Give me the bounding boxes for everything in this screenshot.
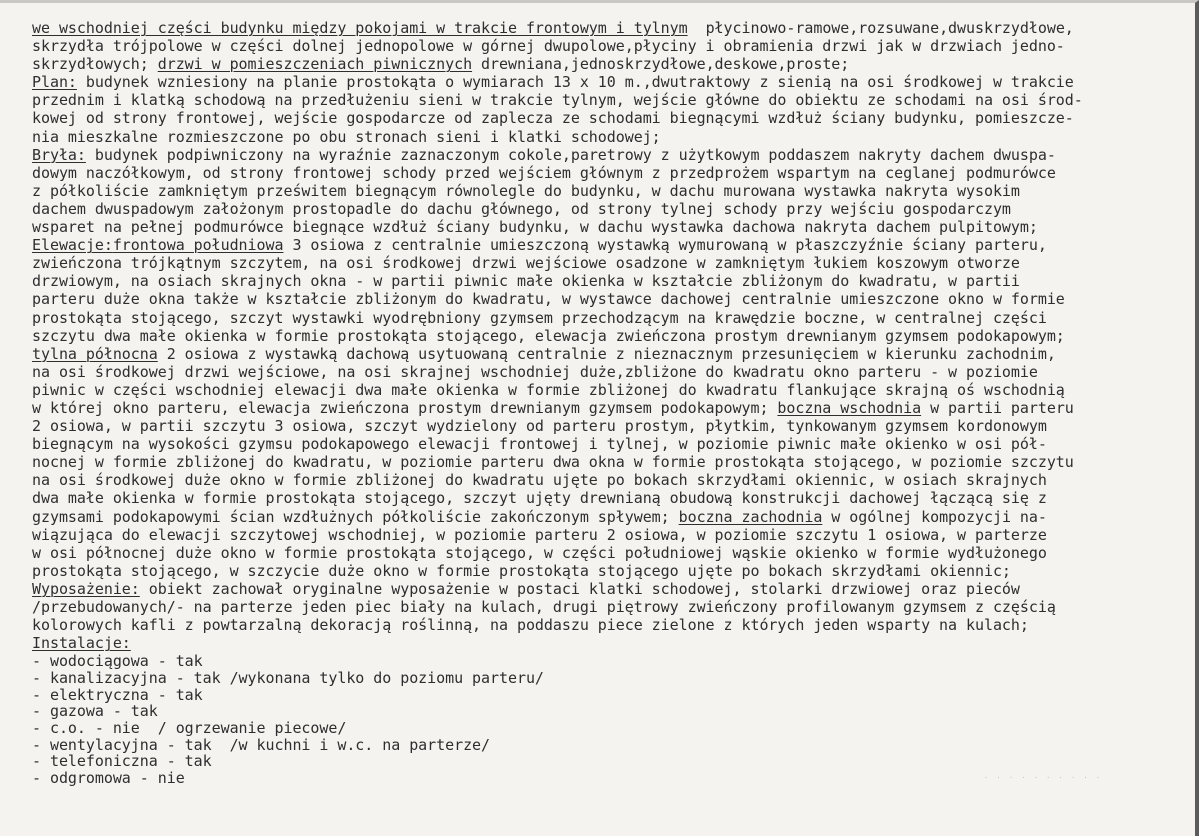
underlined-heading: drzwi w pomieszczeniach piwnicznych bbox=[157, 55, 473, 74]
text-line: kolorowych kafli z powtarzalną dekoracją roślinną, na poddaszu piece zielone z których jeden wsparty na kulach; bbox=[32, 616, 1029, 635]
underlined-heading: boczna zachodnia bbox=[678, 507, 823, 526]
text-line: zwieńczona trójkątnym szczytem, na osi środkowej drzwi wejściowe osadzone w zamkniętym łukiem koszowym otworze bbox=[32, 254, 1020, 273]
list-item: - elektryczna - tak bbox=[32, 685, 203, 704]
list-item: - kanalizacyjna - tak /wykonana tylko do poziomu parteru/ bbox=[32, 668, 544, 687]
list-item: - wodociągowa - tak bbox=[32, 652, 203, 671]
text-line: na osi środkowej duże okno w formie zbliżonej do kwadratu ujęte po bokach skrzydłami okiennic, w osiach skrajnych bbox=[32, 471, 1047, 490]
text-line: prostokąta stojącego, w szczycie duże okno w formie prostokąta stojącego ujęte po bokach skrzydłami okiennic; bbox=[32, 561, 1011, 580]
typescript-body bbox=[32, 19, 1192, 786]
text-line: nia mieszkalne rozmieszczone po obu stronach sieni i klatki schodowej; bbox=[32, 127, 661, 146]
text-line: Plan: budynek wzniesiony na planie prostokąta o wymiarach 13 x 10 m.,dwutraktowy z sienią na osi środkowej w trakcie bbox=[32, 73, 1074, 92]
text-line bbox=[32, 634, 1192, 652]
text-line: Bryła: budynek podpiwniczony na wyraźnie zaznaczonym cokole,paretrowy z użytkowym poddaszem nakryty dachem dwuspa- bbox=[32, 145, 1056, 164]
text-line: w której okno parteru, elewacja zwieńczona prostym drewnianym gzymsem podokapowym; boczna wschodnia w partii parteru bbox=[32, 398, 1074, 417]
text-line: dowym naczółkowym, od strony frontowej schody przed wejściem głównym z przedprożem wspartym na ceglanej podmurówce bbox=[32, 163, 1056, 182]
text-line: gzymsami podokapowymi ścian wzdłużnych półkoliście zakończonym spływem; boczna zachodnia w ogólnej kompozycji na- bbox=[32, 507, 1047, 526]
text-line: parteru duże okna także w kształcie zbliżonym do kwadratu, w wystawce dachowej centralnie umieszczone okno w formie bbox=[32, 290, 1065, 309]
text-line: dwa małe okienka w formie prostokąta stojącego, szczyt ujęty drewnianą obudową konstrukcji dachowej łączącą się z bbox=[32, 489, 1047, 508]
text-line: prostokąta stojącego, szczyt wystawki wyodrębniony gzymsem przechodzącym na krawędzie boczne, w centralnej części bbox=[32, 308, 1047, 327]
list-item: - gazowa - tak bbox=[32, 702, 158, 721]
text-line: wiązująca do elewacji szczytowej wschodniej, w poziomie parteru 2 osiowa, w poziomie szczytu 1 osiowa, w parterze bbox=[32, 525, 1047, 544]
text-line: na osi środkowej drzwi wejściowe, na osi skrajnej wschodniej duże,zbliżone do kwadratu okno parteru - w poziomie bbox=[32, 362, 1038, 381]
text-line: Elewacje:frontowa południowa 3 osiowa z centralnie umieszczoną wystawką wymurowaną w płaszczyźnie ściany parteru, bbox=[32, 236, 1047, 255]
text-line: piwnic w części wschodniej elewacji dwa małe okienka w formie zbliżonej do kwadratu flankujące skrajną oś wschodnią bbox=[32, 380, 1065, 399]
text-line: 2 osiowa, w partii szczytu 3 osiowa, szczyt wydzielony od parteru prostym, płytkim, tynkowanym gzymsem kordonowym bbox=[32, 417, 1047, 436]
list-item: - odgromowa - nie bbox=[32, 769, 185, 788]
underlined-heading: we wschodniej części budynku między pokojami w trakcie frontowym i tylnym bbox=[32, 19, 688, 37]
text-line: nocnej w formie zbliżonej do kwadratu, w poziomie parteru dwa okna w formie prostokąta stojącego, w poziomie szczytu bbox=[32, 453, 1074, 472]
text-line: w osi północnej duże okno w formie prostokąta stojącego, w części południowej wąskie okienko w formie wydłużonego bbox=[32, 543, 1047, 562]
text-line: biegnącym na wysokości gzymsu podokapowego elewacji frontowej i tylnej, w poziomie piwnic małe okienko w osi pół- bbox=[32, 435, 1047, 454]
underlined-heading: boczna wschodnia bbox=[777, 398, 922, 417]
underlined-heading: tylna północna bbox=[32, 344, 158, 363]
section-label-instalacje: Instalacje: bbox=[32, 634, 131, 653]
text-line: dachem dwuspadowym założonym prostopadle do dachu głównego, od strony tylnej schody przy wejściu gospodarczym bbox=[32, 199, 1011, 218]
text-line: przednim i klatką schodową na przedłużeniu sieni w trakcie tylnym, wejście główne do obiektu ze schodami na osi środ- bbox=[32, 91, 1083, 110]
list-item: - telefoniczna - tak bbox=[32, 752, 212, 771]
text-line: szczytu dwa małe okienka w formie prostokąta stojącego, elewacja zwieńczona prostym drewnianym gzymsem podokapowym; bbox=[32, 326, 1065, 345]
underlined-heading: frontowa południowa bbox=[112, 236, 284, 255]
section-label-plan: Plan: bbox=[32, 73, 77, 92]
text-line: wsparet na pełnej podmurówce biegnące wzdłuż ściany budynku, w dachu wystawka dachowa nakryta dachem pulpitowym; bbox=[32, 218, 1038, 237]
list-item: - c.o. - nie / ogrzewanie piecowe/ bbox=[32, 719, 347, 738]
text-line: kowej od strony frontowej, wejście gospodarcze od zaplecza ze schodami biegnącymi wzdłuż ściany budynku, pomieszcze- bbox=[32, 109, 1074, 128]
section-label-wyposazenie: Wyposażenie: bbox=[32, 579, 140, 598]
text-line: z półkoliście zamkniętym prześwitem biegnącym równolegle do budynku, w dachu murowana wystawka nakryta wysokim bbox=[32, 181, 1020, 200]
text-line: drzwiowym, na osiach skrajnych okna - w partii piwnic małe okienka w kształcie zbliżonym do kwadratu, w partii bbox=[32, 272, 1020, 291]
text-line: Wyposażenie: obiekt zachował oryginalne wyposażenie w postaci klatki schodowej, stolarki drzwiowej oraz pieców bbox=[32, 579, 1020, 598]
text-line: tylna północna 2 osiowa z wystawką dachową usytuowaną centralnie z nieznacznym przesunięciem w kierunku zachodnim, bbox=[32, 344, 1056, 363]
paper-smudge: · · · · · · · · · · bbox=[984, 774, 1103, 782]
text-line: we wschodniej części budynku między pokojami w trakcie frontowym i tylnym płycinowo-ramowe,rozsuwane,dwuskrzydłowe, bbox=[32, 19, 1074, 37]
text-line: skrzydłowych; drzwi w pomieszczeniach piwnicznych drewniana,jednoskrzydłowe,deskowe,proste; bbox=[32, 55, 850, 74]
section-label-bryla: Bryła: bbox=[32, 145, 86, 164]
list-item: - wentylacyjna - tak /w kuchni i w.c. na parterze/ bbox=[32, 735, 491, 754]
text-line: /przebudowanych/- na parterze jeden piec biały na kulach, drugi piętrowy zwieńczony profilowanym gzymsem z częścią bbox=[32, 598, 1056, 616]
text-line: skrzydła trójpolowe w części dolnej jednopolowe w górnej dwupolowe,płyciny i obramienia drzwi jak w drzwiach jedno- bbox=[32, 37, 1065, 56]
installations-list bbox=[32, 652, 1192, 786]
section-label-elewacje: Elewacje: bbox=[32, 236, 113, 255]
